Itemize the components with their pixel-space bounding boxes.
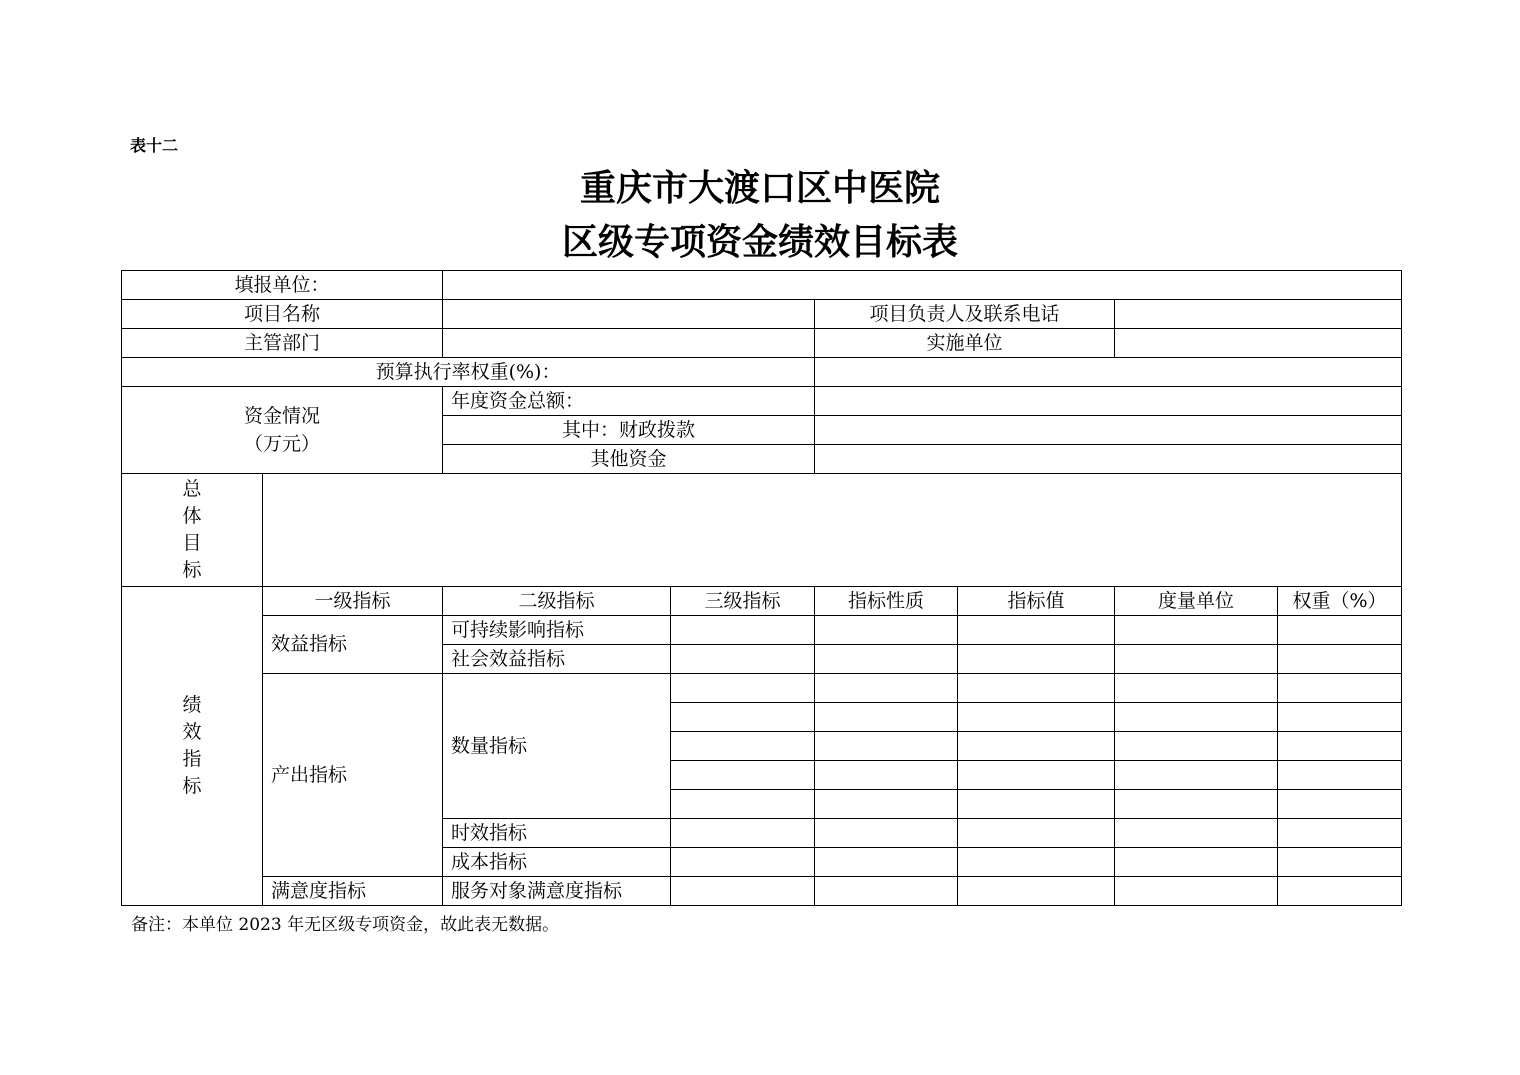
cell[interactable] [1278, 877, 1402, 906]
row-department [122, 329, 1402, 358]
cell[interactable] [815, 877, 958, 906]
performance-target-table [121, 270, 1402, 906]
cell[interactable] [815, 732, 958, 761]
header-level3: 三级指标 [671, 587, 815, 616]
cell[interactable] [815, 761, 958, 790]
cell[interactable] [671, 848, 815, 877]
perf-label-char-1: 绩 [182, 694, 202, 716]
cell[interactable] [671, 732, 815, 761]
cell[interactable] [671, 819, 815, 848]
cell[interactable] [671, 790, 815, 819]
department-label: 主管部门 [122, 329, 443, 358]
cell[interactable] [958, 674, 1115, 703]
table-row [122, 877, 1402, 906]
row-budget-rate [122, 358, 1402, 387]
table-number: 表十二 [130, 136, 179, 155]
overall-goal-char-4: 标 [182, 559, 202, 581]
implementing-unit-label: 实施单位 [815, 329, 1115, 358]
overall-goal-char-3: 目 [182, 532, 202, 554]
row-project-name [122, 300, 1402, 329]
department-value[interactable] [443, 329, 815, 358]
cost-indicator-label: 成本指标 [443, 848, 671, 877]
fiscal-funds-value[interactable] [815, 416, 1402, 445]
cell[interactable] [1278, 703, 1402, 732]
other-funds-label: 其他资金 [443, 445, 815, 474]
cell[interactable] [958, 616, 1115, 645]
timeliness-indicator-label: 时效指标 [443, 819, 671, 848]
table-row [122, 674, 1402, 703]
cell[interactable] [1278, 616, 1402, 645]
cell[interactable] [1115, 616, 1278, 645]
cell[interactable] [671, 761, 815, 790]
overall-goal-char-1: 总 [182, 478, 202, 500]
cell[interactable] [958, 790, 1115, 819]
social-benefit-indicator-label: 社会效益指标 [443, 645, 671, 674]
budget-rate-label: 预算执行率权重(%)： [122, 358, 815, 387]
document-title-line1: 重庆市大渡口区中医院 [579, 168, 940, 209]
project-name-value[interactable] [443, 300, 815, 329]
annual-total-value[interactable] [815, 387, 1402, 416]
cell[interactable] [1115, 819, 1278, 848]
cell[interactable] [1115, 790, 1278, 819]
cell[interactable] [1278, 790, 1402, 819]
implementing-unit-value[interactable] [1115, 329, 1402, 358]
row-reporting-unit [122, 271, 1402, 300]
cell[interactable] [1115, 877, 1278, 906]
annual-total-label: 年度资金总额： [443, 387, 815, 416]
cell[interactable] [1278, 732, 1402, 761]
cell[interactable] [958, 645, 1115, 674]
fiscal-funds-label: 其中：财政拨款 [443, 416, 815, 445]
cell[interactable] [671, 645, 815, 674]
header-nature: 指标性质 [815, 587, 958, 616]
cell[interactable] [671, 703, 815, 732]
cell[interactable] [958, 761, 1115, 790]
overall-goal-label [122, 474, 263, 587]
perf-label-char-4: 标 [182, 775, 202, 797]
header-value: 指标值 [958, 587, 1115, 616]
header-weight: 权重（%） [1278, 587, 1402, 616]
cell[interactable] [1278, 761, 1402, 790]
row-annual-funds [122, 387, 1402, 416]
funds-label-line2: （万元） [244, 433, 321, 455]
cell[interactable] [815, 848, 958, 877]
performance-indicator-label [122, 587, 263, 906]
header-unit: 度量单位 [1115, 587, 1278, 616]
cell[interactable] [1115, 732, 1278, 761]
satisfaction-indicator-label: 满意度指标 [263, 877, 443, 906]
cell[interactable] [1115, 703, 1278, 732]
other-funds-value[interactable] [815, 445, 1402, 474]
cell[interactable] [1278, 645, 1402, 674]
document-title-line2: 区级专项资金绩效目标表 [561, 222, 958, 263]
service-satisfaction-indicator-label: 服务对象满意度指标 [443, 877, 671, 906]
cell[interactable] [815, 819, 958, 848]
cell[interactable] [671, 616, 815, 645]
overall-goal-value[interactable] [263, 474, 1402, 587]
reporting-unit-value[interactable] [443, 271, 1402, 300]
sustainability-indicator-label: 可持续影响指标 [443, 616, 671, 645]
cell[interactable] [1278, 819, 1402, 848]
project-leader-label: 项目负责人及联系电话 [815, 300, 1115, 329]
cell[interactable] [671, 674, 815, 703]
funds-label-line1: 资金情况 [244, 405, 321, 427]
benefit-indicator-label: 效益指标 [263, 616, 443, 674]
cell[interactable] [1115, 674, 1278, 703]
cell[interactable] [1115, 645, 1278, 674]
output-indicator-label: 产出指标 [263, 674, 443, 877]
cell[interactable] [958, 848, 1115, 877]
cell[interactable] [815, 703, 958, 732]
perf-label-char-2: 效 [182, 721, 202, 743]
cell[interactable] [815, 616, 958, 645]
reporting-unit-label: 填报单位： [122, 271, 443, 300]
cell[interactable] [671, 877, 815, 906]
row-indicator-headers [122, 587, 1402, 616]
footnote: 备注：本单位 2023 年无区级专项资金，故此表无数据。 [131, 915, 560, 935]
budget-rate-value[interactable] [815, 358, 1402, 387]
cell[interactable] [958, 877, 1115, 906]
header-level1: 一级指标 [263, 587, 443, 616]
cell[interactable] [958, 703, 1115, 732]
quantity-indicator-label: 数量指标 [443, 674, 671, 819]
cell[interactable] [1278, 848, 1402, 877]
project-name-label: 项目名称 [122, 300, 443, 329]
project-leader-value[interactable] [1115, 300, 1402, 329]
cell[interactable] [815, 674, 958, 703]
cell[interactable] [1115, 848, 1278, 877]
cell[interactable] [958, 819, 1115, 848]
cell[interactable] [1115, 761, 1278, 790]
funds-label [122, 387, 443, 474]
cell[interactable] [1278, 674, 1402, 703]
cell[interactable] [815, 645, 958, 674]
cell[interactable] [815, 790, 958, 819]
row-overall-goal [122, 474, 1402, 587]
cell[interactable] [958, 732, 1115, 761]
table-row [122, 616, 1402, 645]
perf-label-char-3: 指 [182, 748, 202, 770]
header-level2: 二级指标 [443, 587, 671, 616]
overall-goal-char-2: 体 [182, 505, 202, 527]
